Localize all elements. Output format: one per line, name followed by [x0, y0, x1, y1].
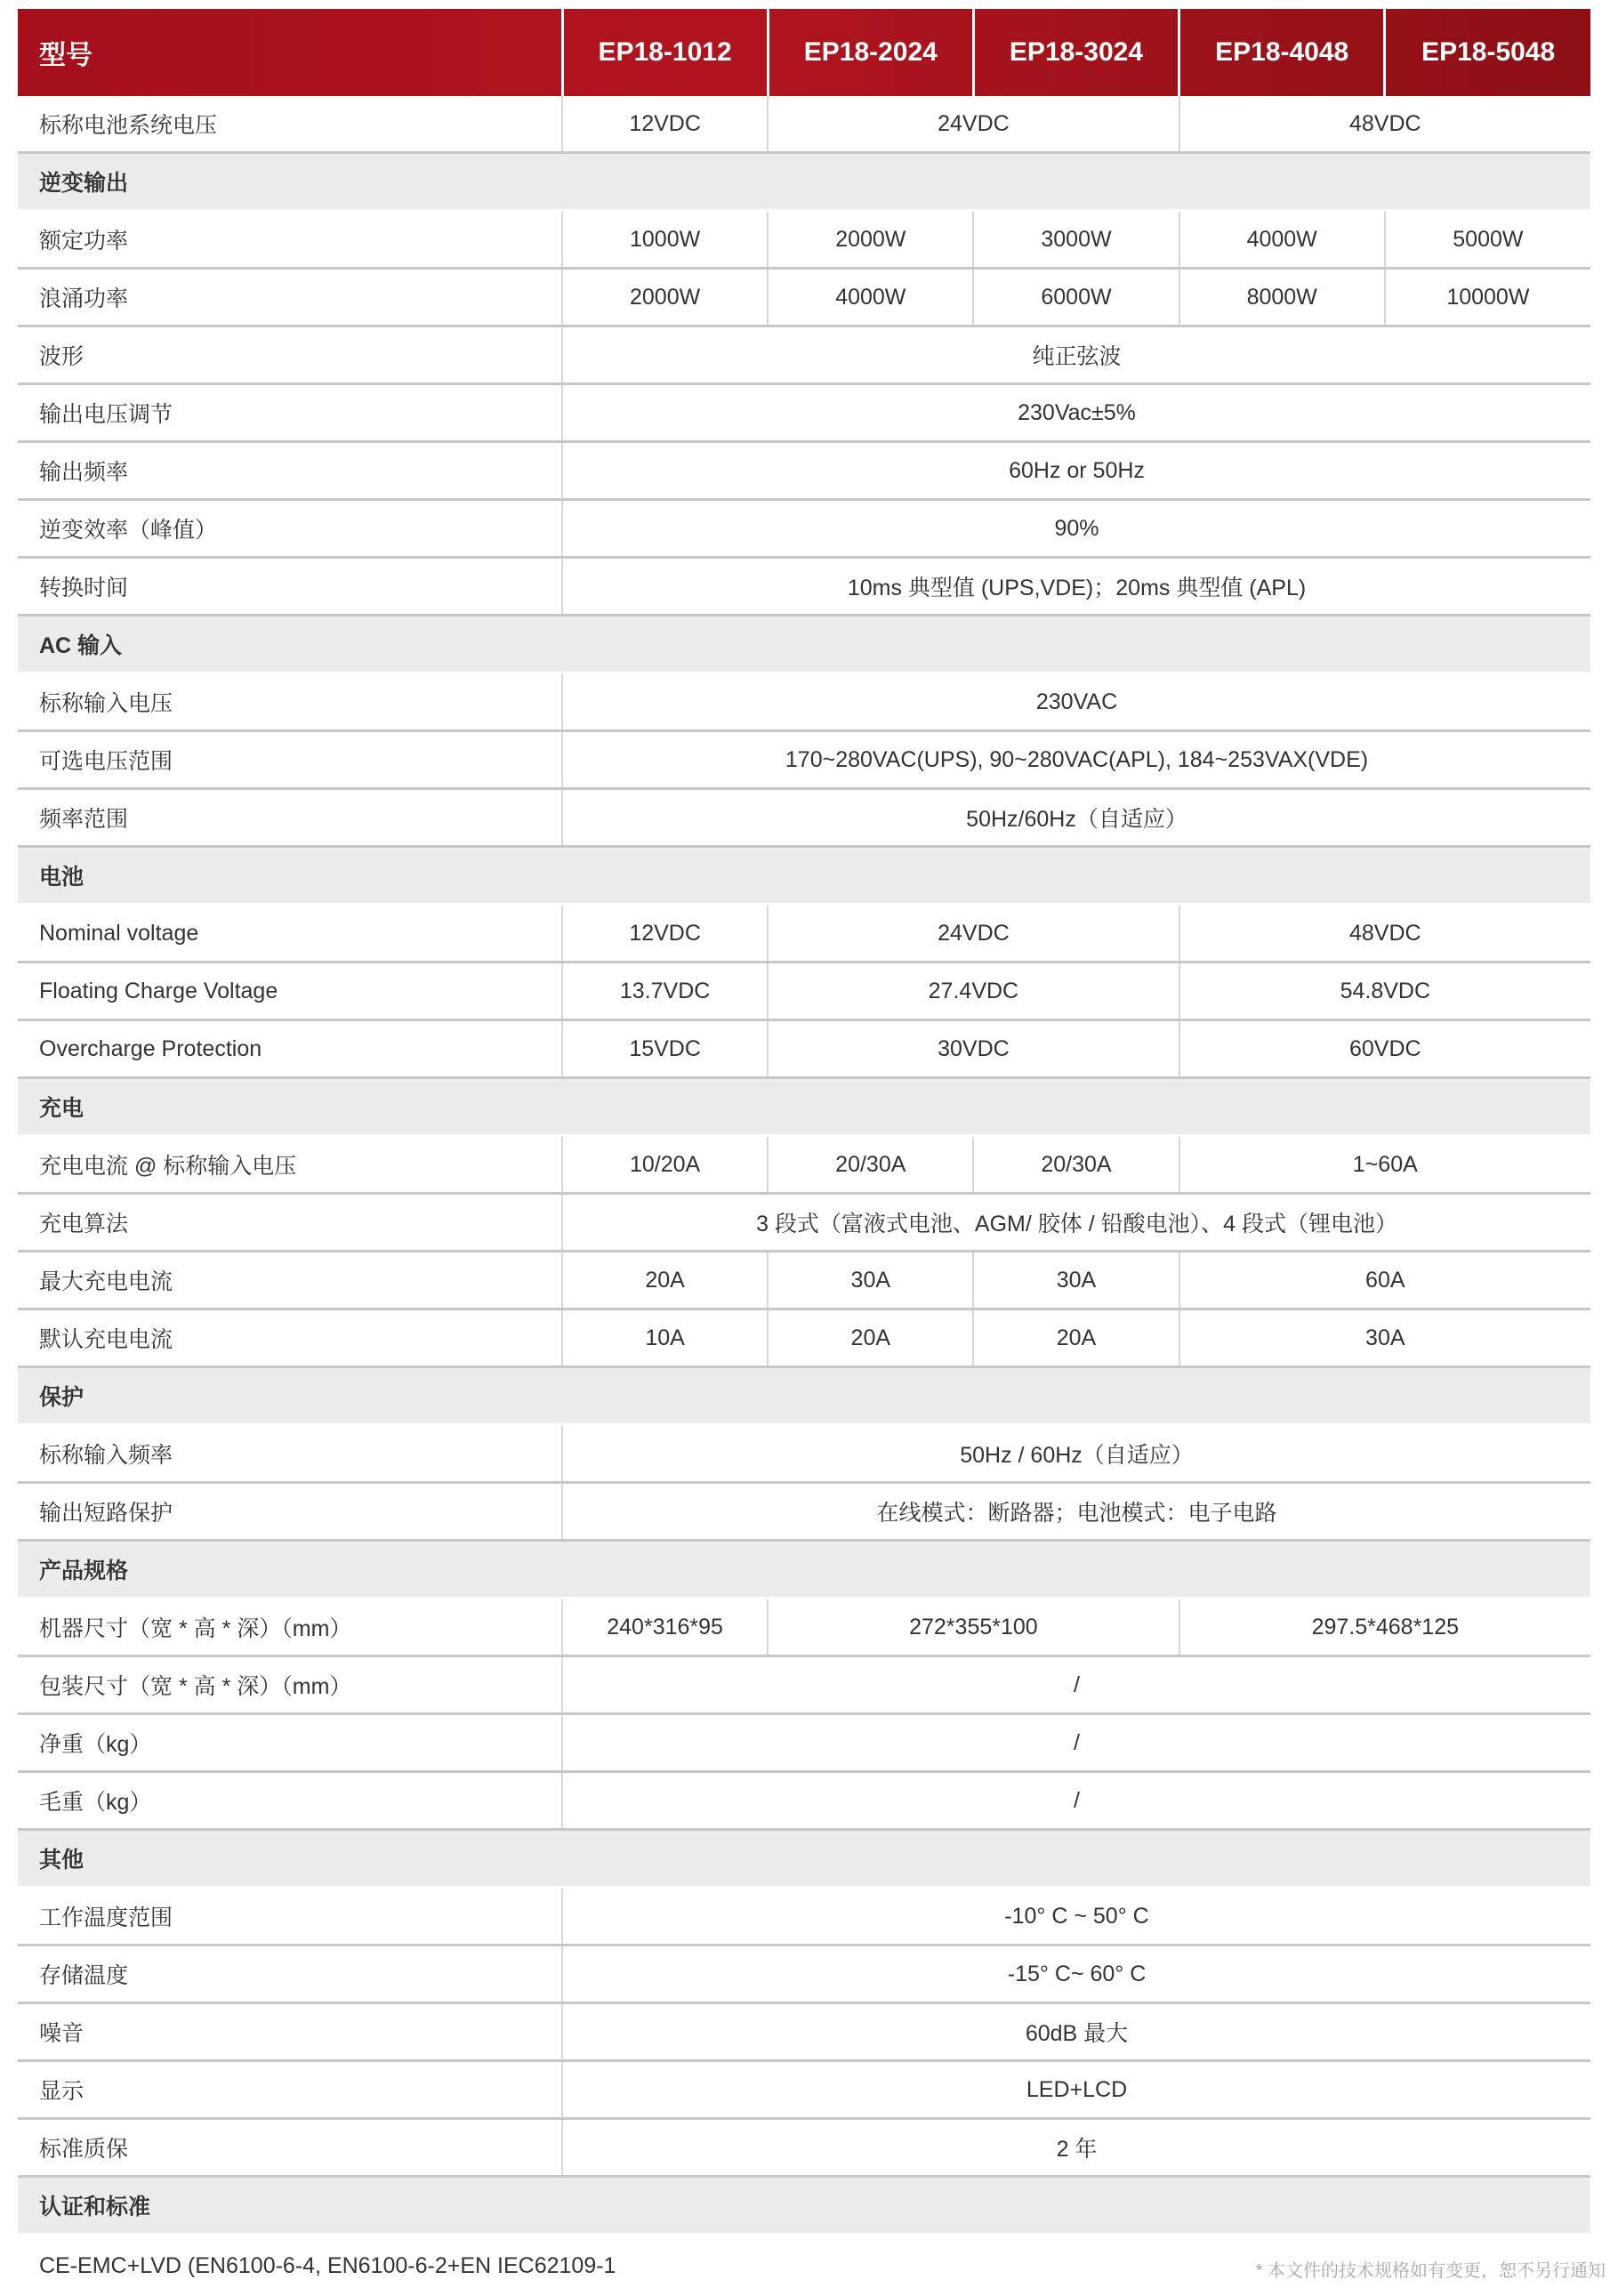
spec-label: 逆变效率（峰值） [18, 500, 562, 558]
spec-row [18, 1946, 1590, 2003]
spec-row [18, 1714, 1590, 1772]
spec-label: Overcharge Protection [18, 1020, 562, 1078]
spec-row [18, 963, 1590, 1020]
spec-value: / [562, 1714, 1590, 1772]
spec-row [18, 96, 1590, 153]
spec-row [18, 1194, 1590, 1252]
spec-row [18, 673, 1590, 731]
spec-row [18, 558, 1590, 616]
model-column-header: EP18-4048 [1179, 9, 1385, 96]
spec-value: 2000W [562, 269, 768, 326]
standards-text: CE-EMC+LVD (EN6100-6-4, EN6100-6-2+EN IEC62109-1 [18, 2235, 1590, 2296]
spec-value: 20A [768, 1309, 973, 1367]
spec-value: 10/20A [562, 1136, 768, 1194]
spec-value: 4000W [1179, 211, 1385, 269]
spec-value: 8000W [1179, 269, 1385, 326]
spec-label: 包装尺寸（宽 * 高 * 深）（mm） [18, 1656, 562, 1714]
spec-row [18, 2119, 1590, 2177]
spec-value: 20/30A [973, 1136, 1179, 1194]
spec-label: 最大充电电流 [18, 1252, 562, 1309]
spec-value: 12VDC [562, 96, 768, 153]
spec-value: 297.5*468*125 [1179, 1599, 1590, 1656]
spec-value: 20/30A [768, 1136, 973, 1194]
spec-label: 充电电流 @ 标称输入电压 [18, 1136, 562, 1194]
spec-value: 60Hz or 50Hz [562, 442, 1590, 500]
spec-value: 在线模式：断路器；电池模式：电子电路 [562, 1483, 1590, 1541]
section-row [18, 153, 1590, 211]
spec-value: / [562, 1772, 1590, 1830]
spec-value: 10ms 典型值 (UPS,VDE)；20ms 典型值 (APL) [562, 558, 1590, 616]
spec-value: 1~60A [1179, 1136, 1590, 1194]
spec-label: 毛重（kg） [18, 1772, 562, 1830]
spec-value: 24VDC [768, 905, 1179, 963]
spec-row [18, 442, 1590, 500]
spec-row [18, 2003, 1590, 2061]
spec-value: 13.7VDC [562, 963, 768, 1020]
spec-label: 浪涌功率 [18, 269, 562, 326]
model-column-header: EP18-3024 [973, 9, 1179, 96]
header-row [18, 9, 1590, 96]
model-column-header: EP18-2024 [768, 9, 973, 96]
spec-label: 输出电压调节 [18, 384, 562, 442]
spec-row [18, 269, 1590, 326]
spec-value: 54.8VDC [1179, 963, 1590, 1020]
spec-label: 存储温度 [18, 1946, 562, 2003]
section-title: 其他 [18, 1830, 1590, 1888]
section-title: 产品规格 [18, 1541, 1590, 1599]
spec-value: 48VDC [1179, 96, 1590, 153]
model-column-header: EP18-5048 [1385, 9, 1590, 96]
spec-value: 48VDC [1179, 905, 1590, 963]
spec-value: 27.4VDC [768, 963, 1179, 1020]
section-title: 认证和标准 [18, 2177, 1590, 2235]
table-header [18, 9, 1590, 96]
spec-label: 输出短路保护 [18, 1483, 562, 1541]
spec-row [18, 1888, 1590, 1946]
spec-row [18, 731, 1590, 789]
spec-label: 标称输入频率 [18, 1425, 562, 1483]
spec-row [18, 326, 1590, 384]
section-row [18, 1367, 1590, 1425]
section-title: 逆变输出 [18, 153, 1590, 211]
spec-label: 机器尺寸（宽 * 高 * 深）（mm） [18, 1599, 562, 1656]
spec-row [18, 789, 1590, 847]
spec-label: 默认充电电流 [18, 1309, 562, 1367]
section-row [18, 1830, 1590, 1888]
section-row [18, 616, 1590, 673]
spec-label: 标称电池系统电压 [18, 96, 562, 153]
spec-value: 10A [562, 1309, 768, 1367]
section-title: 充电 [18, 1078, 1590, 1136]
spec-label: 频率范围 [18, 789, 562, 847]
spec-row [18, 2061, 1590, 2119]
spec-value: 4000W [768, 269, 973, 326]
section-title: AC 输入 [18, 616, 1590, 673]
spec-row [18, 211, 1590, 269]
spec-label: 显示 [18, 2061, 562, 2119]
model-column-header: EP18-1012 [562, 9, 768, 96]
spec-value: 20A [562, 1252, 768, 1309]
section-title: 电池 [18, 847, 1590, 905]
spec-value: 6000W [973, 269, 1179, 326]
section-row [18, 2177, 1590, 2235]
spec-value: 3 段式（富液式电池、AGM/ 胶体 / 铅酸电池）、4 段式（锂电池） [562, 1194, 1590, 1252]
section-row [18, 1078, 1590, 1136]
spec-row [18, 1020, 1590, 1078]
spec-value: 30A [973, 1252, 1179, 1309]
spec-value: 5000W [1385, 211, 1590, 269]
spec-value: 30A [1179, 1309, 1590, 1367]
spec-value: 12VDC [562, 905, 768, 963]
footnote: * 本文件的技术规格如有变更，恕不另行通知 [1256, 2256, 1606, 2282]
spec-row [18, 1656, 1590, 1714]
table-body [18, 96, 1590, 2296]
spec-value: 60A [1179, 1252, 1590, 1309]
spec-row [18, 905, 1590, 963]
spec-value: 30A [768, 1252, 973, 1309]
spec-row [18, 384, 1590, 442]
spec-row [18, 1309, 1590, 1367]
spec-label: 输出频率 [18, 442, 562, 500]
spec-label: 转换时间 [18, 558, 562, 616]
section-row [18, 1541, 1590, 1599]
spec-label: 波形 [18, 326, 562, 384]
spec-value: -15° C~ 60° C [562, 1946, 1590, 2003]
spec-value: 1000W [562, 211, 768, 269]
spec-row [18, 1136, 1590, 1194]
spec-value: 170~280VAC(UPS), 90~280VAC(APL), 184~253VAX(VDE) [562, 731, 1590, 789]
spec-value: 3000W [973, 211, 1179, 269]
spec-value: 230VAC [562, 673, 1590, 731]
spec-label: 可选电压范围 [18, 731, 562, 789]
spec-value: 24VDC [768, 96, 1179, 153]
spec-label: 额定功率 [18, 211, 562, 269]
spec-table [18, 9, 1590, 2296]
spec-value: -10° C ~ 50° C [562, 1888, 1590, 1946]
section-title: 保护 [18, 1367, 1590, 1425]
spec-row [18, 1483, 1590, 1541]
spec-row [18, 1599, 1590, 1656]
spec-label: 标称输入电压 [18, 673, 562, 731]
spec-label: 净重（kg） [18, 1714, 562, 1772]
spec-value: 60VDC [1179, 1020, 1590, 1078]
spec-row [18, 1772, 1590, 1830]
spec-value: 2 年 [562, 2119, 1590, 2177]
spec-value: 50Hz / 60Hz（自适应） [562, 1425, 1590, 1483]
spec-value: 2000W [768, 211, 973, 269]
spec-value: 30VDC [768, 1020, 1179, 1078]
spec-value: 10000W [1385, 269, 1590, 326]
spec-label: 充电算法 [18, 1194, 562, 1252]
spec-label: 标准质保 [18, 2119, 562, 2177]
spec-value: 纯正弦波 [562, 326, 1590, 384]
spec-value: 272*355*100 [768, 1599, 1179, 1656]
spec-value: LED+LCD [562, 2061, 1590, 2119]
spec-value: / [562, 1656, 1590, 1714]
spec-value: 15VDC [562, 1020, 768, 1078]
spec-label: Nominal voltage [18, 905, 562, 963]
spec-label: 噪音 [18, 2003, 562, 2061]
spec-row [18, 500, 1590, 558]
spec-value: 240*316*95 [562, 1599, 768, 1656]
spec-row [18, 1425, 1590, 1483]
section-row [18, 847, 1590, 905]
spec-label: 工作温度范围 [18, 1888, 562, 1946]
spec-value: 60dB 最大 [562, 2003, 1590, 2061]
spec-value: 20A [973, 1309, 1179, 1367]
spec-label: Floating Charge Voltage [18, 963, 562, 1020]
model-label: 型号 [18, 9, 562, 96]
spec-row [18, 1252, 1590, 1309]
spec-value: 230Vac±5% [562, 384, 1590, 442]
spec-value: 50Hz/60Hz（自适应） [562, 789, 1590, 847]
spec-value: 90% [562, 500, 1590, 558]
